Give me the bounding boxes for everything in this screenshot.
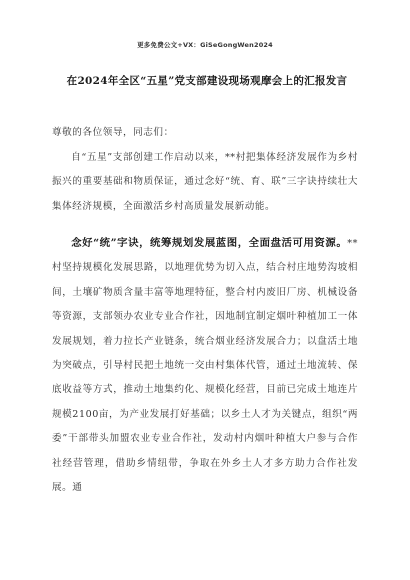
paragraph-2-heading: 念好“统”字诀，统筹规划发展蓝图，全面盘活可用资源。 bbox=[71, 237, 348, 249]
paragraph-2 bbox=[52, 231, 358, 500]
header-note: 更多免费公文+VX：GiSeGongWen2024 bbox=[137, 41, 273, 49]
paragraph-2-body: **村坚持规模化发展思路，以地理优势为切入点，结合村庄地势沟坡相间，土壤矿物质含量丰富等地理特征，整合村内废旧厂房、机械设备等资源，支部领办农业专业合作社，因地制宜制定烟叶种植加工一体发展规划，着力拉长产业链条，统合烟业经济发展合力；以盘活土地为突破点，引导村民把土地统一交由村集体代管，通过土地流转、保底收益等方式，推动土地集约化、规模化经营，目前已完成土地连片规模2100亩，为产业发展打好基础；以乡土人才为关键点，组织“两委”干部带头加盟农业专业合作社，发动村内烟叶种植大户参与合作社经营管理，借助乡情纽带，争取在外乡土人才多方助力合作社发展。通 bbox=[52, 238, 358, 494]
paragraph-1: 自“五星”支部创建工作启动以来，**村把集体经济发展作为乡村振兴的重要基础和物质保证，通过念好“统、育、联”三字诀持续壮大集体经济规模，全面激活乡村高质量发展新动能。 bbox=[52, 152, 358, 212]
greeting: 尊敬的各位领导，同志们： bbox=[52, 127, 174, 138]
document-title: 在2024年全区“五星”党支部建设现场观摩会上的汇报发言 bbox=[66, 75, 348, 87]
